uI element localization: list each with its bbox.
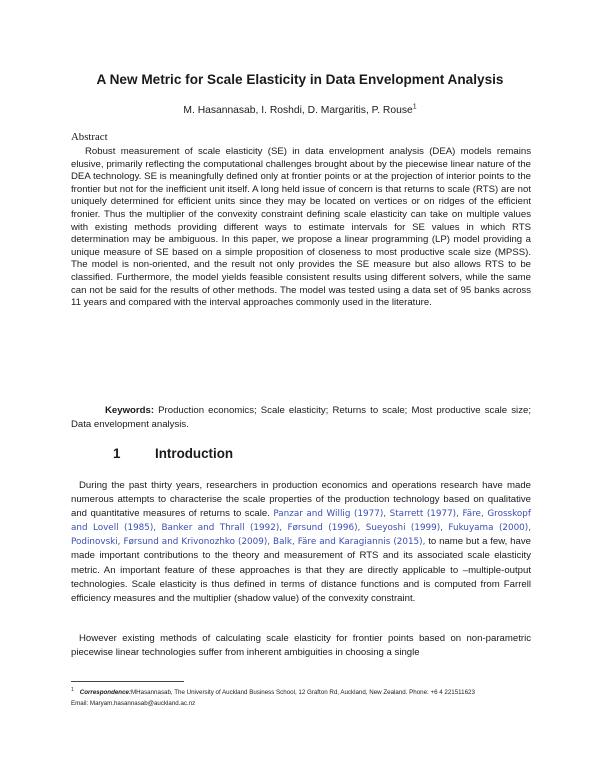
intro-paragraph-2: However existing methods of calculating scale elasticity for frontier points based on non-parametric piecewise linear technologies suffer from inherent ambiguities in choosing a single	[71, 633, 531, 659]
section-title: Introduction	[155, 446, 234, 461]
footnote-email[interactable]: Email: Maryam.hasannasab@auckland.ac.nz	[71, 699, 196, 707]
intro-p1-end: to name but a few, have made important contributions to the theory and measurement of RTS and its associated scale elasticity metric. An important feature of these approaches is that they are directly applicable to –multiple-output technologies. Scale elasticity is thus defined in terms of distance functions and is computed from Farrell efficiency measures and the multiplier (shadow value) of the convexity constraint.	[71, 536, 531, 604]
intro-paragraph-1	[71, 479, 531, 606]
footnote	[71, 688, 541, 709]
author-footnote-mark[interactable]: 1	[412, 103, 417, 111]
abstract-text: Robust measurement of scale elasticity (SE) in data envelopment analysis (DEA) models remains elusive, primarily reflecting the computational challenges brought about by the piecewise linear nature of the DEA technology. SE is meaningfully defined only at frontier points or at the projection of interior points to the frontier but not for the inefficient unit itself. A long held issue of concern is that returns to scale (RTS) are not uniquely determined for efficient units since they may be located on vertices or on ridges of the efficient fronier. Thus the multiplier of the convexity constraint defining scale elasticity can take on multiple values with existing methods providing different ways to estimate intervals for SE values in which RTS determination may be ambiguous. In this paper, we propose a linear programming (LP) model providing a unique measure of SE based on a simple proposition of closeness to most productive scale size (MPSS). The model is non-oriented, and the result not only provides the SE measure but also allows RTS to be classified. Furthermore, the model yields feasible consistent results using different solvers, while the same can not be said for the results of other methods. The model was tested using a data set of 95 banks across 11 years and compared with the interval approaches commonly used in the literature.	[71, 146, 531, 309]
intro-p1-start: During the past thirty years, researchers in production economics and operations research have made numerous attempts to characterise the scale properties of the production technology based on qualitative and quantitative measures of returns to scale.	[71, 480, 531, 520]
authors-text: M. Hasannasab, I. Roshdi, D. Margaritis, P. Rouse	[183, 105, 413, 116]
keywords-label: Keywords:	[105, 405, 155, 416]
abstract-label: Abstract	[71, 131, 108, 143]
paper-title: A New Metric for Scale Elasticity in Data Envelopment Analysis	[96, 72, 504, 87]
footnote-mark: 1	[71, 686, 74, 693]
footnote-divider	[71, 681, 184, 682]
section-number: 1	[113, 446, 121, 461]
section-heading	[113, 445, 233, 463]
author-list	[60, 104, 540, 118]
citation-links[interactable]: Panzar and Willig (1977), Starrett (1977), Färe, Grosskopf and Lovell (1985), Banker and Thrall (1992), Førsund (1996), Sueyoshi (1999), Fukuyama (2000), Podinovski, Førsund and Krivonozhko (2009), Balk, Färe and Karagiannis (2015),	[71, 509, 531, 548]
footnote-address: MHasannasab, The University of Auckland Business School, 12 Grafton Rd, Auckland, New Zealand. Phone: +6 4 221511623	[131, 689, 475, 696]
keywords	[71, 404, 531, 432]
keywords-list: Production economics; Scale elasticity; Returns to scale; Most productive scale size; Data envelopment analysis.	[71, 405, 531, 430]
footnote-label: Correspondence:	[79, 689, 132, 696]
